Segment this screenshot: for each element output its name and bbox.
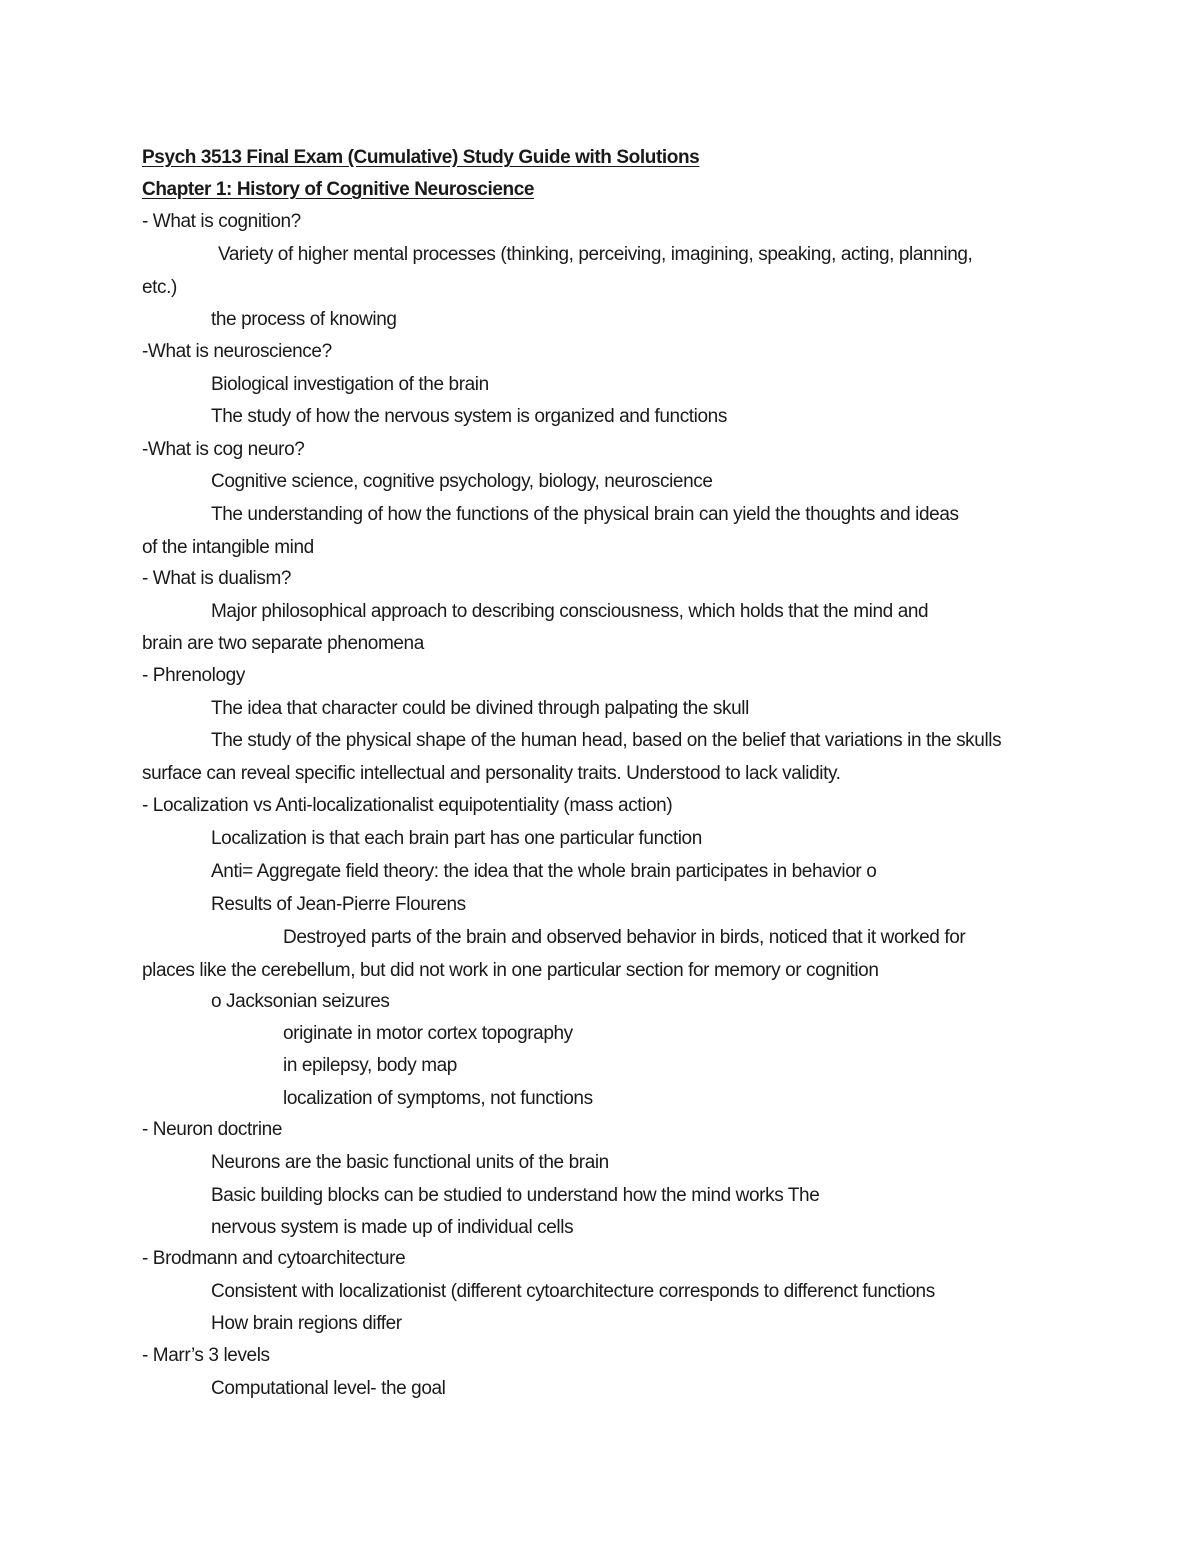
question-cog-neuro: -What is cog neuro? bbox=[142, 439, 305, 460]
document-title: Psych 3513 Final Exam (Cumulative) Study Guide with Solutions bbox=[142, 147, 700, 168]
answer-line: Results of Jean-Pierre Flourens bbox=[211, 894, 466, 915]
answer-line: surface can reveal specific intellectual and personality traits. Understood to lack validity. bbox=[142, 763, 841, 784]
answer-line: originate in motor cortex topography bbox=[283, 1023, 573, 1044]
topic-neuron-doctrine: - Neuron doctrine bbox=[142, 1119, 282, 1140]
answer-line: Variety of higher mental processes (thinking, perceiving, imagining, speaking, acting, planning, bbox=[218, 244, 973, 265]
answer-line: Computational level- the goal bbox=[211, 1378, 446, 1399]
answer-line: in epilepsy, body map bbox=[283, 1055, 457, 1076]
topic-phrenology: - Phrenology bbox=[142, 665, 245, 686]
answer-line: Localization is that each brain part has one particular function bbox=[211, 828, 702, 849]
question-neuroscience: -What is neuroscience? bbox=[142, 341, 332, 362]
answer-line: The study of how the nervous system is organized and functions bbox=[211, 406, 727, 427]
subtopic-jacksonian: o Jacksonian seizures bbox=[211, 991, 390, 1012]
answer-line: Destroyed parts of the brain and observed behavior in birds, noticed that it worked for bbox=[283, 927, 966, 948]
answer-line: Consistent with localizationist (different cytoarchitecture corresponds to differenct functions bbox=[211, 1281, 935, 1302]
answer-line: Biological investigation of the brain bbox=[211, 374, 489, 395]
answer-line: The understanding of how the functions of the physical brain can yield the thoughts and ideas bbox=[211, 504, 959, 525]
chapter-heading: Chapter 1: History of Cognitive Neuroscience bbox=[142, 179, 535, 200]
answer-line: etc.) bbox=[142, 277, 177, 298]
answer-line: of the intangible mind bbox=[142, 537, 314, 558]
answer-line: The idea that character could be divined through palpating the skull bbox=[211, 698, 749, 719]
answer-line: The study of the physical shape of the human head, based on the belief that variations in the skulls bbox=[211, 730, 1002, 751]
answer-line: Basic building blocks can be studied to understand how the mind works The bbox=[211, 1185, 820, 1206]
answer-line: How brain regions differ bbox=[211, 1313, 402, 1334]
answer-line: Major philosophical approach to describing consciousness, which holds that the mind and bbox=[211, 601, 929, 622]
answer-line: brain are two separate phenomena bbox=[142, 633, 424, 654]
answer-line: Neurons are the basic functional units of the brain bbox=[211, 1152, 609, 1173]
answer-line: the process of knowing bbox=[211, 309, 397, 330]
answer-line: Cognitive science, cognitive psychology, biology, neuroscience bbox=[211, 471, 713, 492]
topic-localization: - Localization vs Anti-localizationalist equipotentiality (mass action) bbox=[142, 795, 673, 816]
topic-brodmann: - Brodmann and cytoarchitecture bbox=[142, 1248, 406, 1269]
topic-marr-levels: - Marr’s 3 levels bbox=[142, 1345, 270, 1366]
question-cognition: - What is cognition? bbox=[142, 211, 301, 232]
answer-line: nervous system is made up of individual cells bbox=[211, 1217, 574, 1238]
answer-line: places like the cerebellum, but did not work in one particular section for memory or cognition bbox=[142, 960, 879, 981]
answer-line: Anti= Aggregate field theory: the idea that the whole brain participates in behavior o bbox=[211, 861, 877, 882]
answer-line: localization of symptoms, not functions bbox=[283, 1088, 593, 1109]
question-dualism: - What is dualism? bbox=[142, 568, 292, 589]
